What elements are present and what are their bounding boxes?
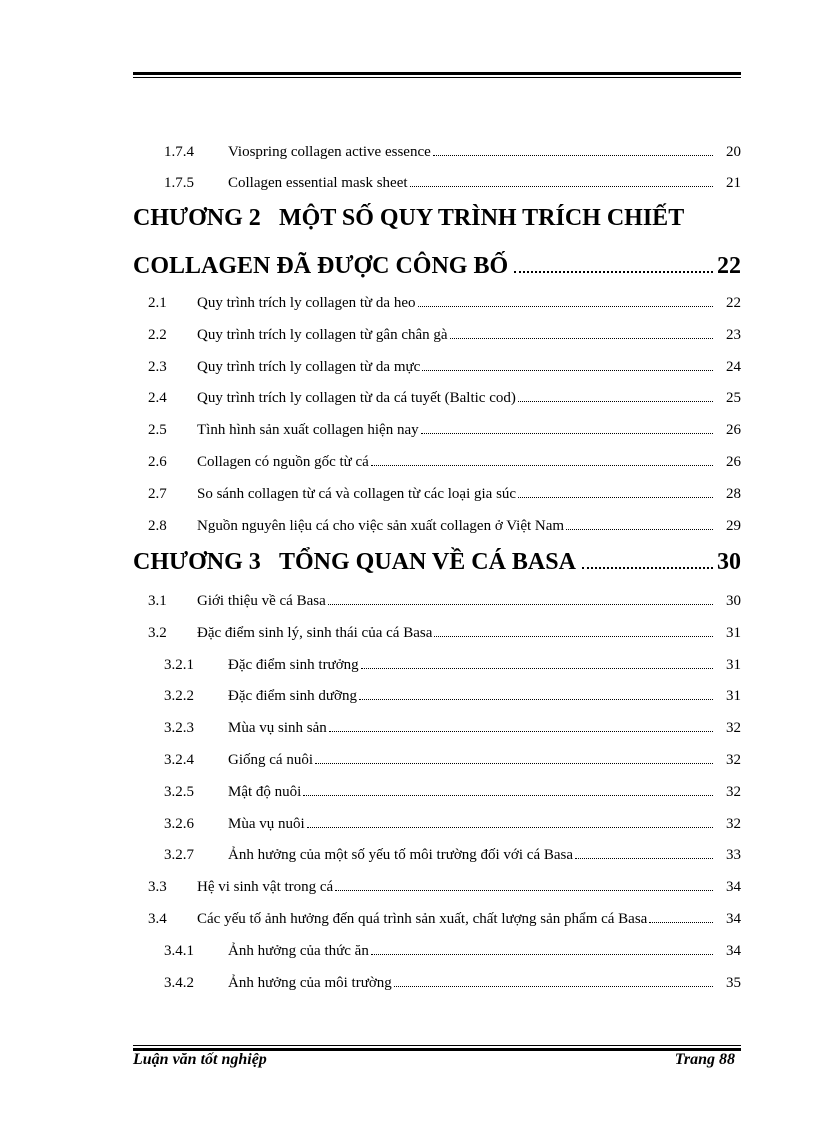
toc-entry-title: Hệ vi sinh vật trong cá [197,879,334,896]
toc-entry-number: 2.2 [148,326,167,343]
toc-entry[interactable] [133,324,741,346]
chapter-label: CHƯƠNG 3 [133,549,261,575]
footer-thesis-label: Luận văn tốt nghiệp [133,1051,267,1068]
toc-entry-page: 32 [726,752,741,768]
toc-entry-page: 33 [726,847,741,864]
toc-entry-number: 3.4 [148,911,167,927]
chapter-2-heading-line2[interactable] [133,250,741,282]
dot-leader [328,604,713,605]
toc-entry-title: Giới thiệu về cá Basa [197,593,326,609]
toc-entry-number: 3.2 [148,624,167,641]
dot-leader [566,529,713,530]
toc-entry-page: 32 [726,783,741,800]
header-rule [133,72,741,78]
toc-entry-title: Ảnh hưởng của môi trường [228,974,392,991]
toc-entry-page: 31 [726,688,741,705]
toc-entry[interactable] [133,781,741,803]
toc-entry-page: 20 [726,144,741,160]
toc-entry-page: 35 [726,974,741,991]
toc-entry-title: Mùa vụ sinh sản [228,720,327,737]
toc-entry-page: 23 [726,326,741,343]
dot-leader [303,795,713,796]
dot-leader [582,567,713,569]
dot-leader [418,306,714,307]
toc-entry-number: 2.6 [148,454,167,470]
toc-entry-number: 3.3 [148,879,167,896]
toc-entry[interactable] [133,940,741,962]
toc-entry-title: Mật độ nuôi [228,783,302,800]
toc-entry-page: 26 [726,422,741,439]
toc-entry[interactable] [133,590,741,612]
toc-entry[interactable] [133,685,741,707]
dot-leader [434,636,713,637]
chapter-2-heading[interactable] [133,202,741,234]
toc-entry[interactable] [133,451,741,473]
toc-entry-number: 3.2.4 [164,752,194,768]
dot-leader [315,763,713,764]
toc-entry-title: Viospring collagen active essence [228,144,431,160]
toc-entry-title: Đặc điểm sinh dưỡng [228,688,357,705]
dot-leader [307,827,713,828]
toc-entry-number: 2.5 [148,422,167,439]
dot-leader [433,155,713,156]
dot-leader [335,890,713,891]
dot-leader [422,370,713,371]
chapter-page: 22 [717,253,741,279]
toc-entry-number: 2.4 [148,390,167,407]
toc-entry[interactable] [133,419,741,441]
toc-entry-page: 31 [726,624,741,641]
dot-leader [394,986,713,987]
toc-entry-title: Nguồn nguyên liệu cá cho việc sản xuất collagen ở Việt Nam [197,517,565,534]
toc-entry-number: 3.4.1 [164,942,194,959]
chapter-title-line1: MỘT SỐ QUY TRÌNH TRÍCH CHIẾT [279,205,685,231]
toc-entry[interactable] [133,172,741,194]
toc-entry[interactable] [133,356,741,378]
dot-leader [518,497,713,498]
chapter-title-line2: COLLAGEN ĐÃ ĐƯỢC CÔNG BỐ [133,253,509,279]
toc-entry-title: Mùa vụ nuôi [228,815,305,832]
toc-entry-number: 3.1 [148,593,167,609]
toc-entry-page: 22 [726,295,741,311]
toc-entry-number: 3.2.5 [164,783,194,800]
toc-entry[interactable] [133,483,741,505]
toc-entry-page: 21 [726,175,741,191]
toc-entry[interactable] [133,141,741,163]
toc-entry-page: 28 [726,485,741,502]
toc-entry-number: 3.4.2 [164,974,194,991]
dot-leader [518,401,713,402]
toc-entry-number: 2.7 [148,485,167,502]
toc-entry[interactable] [133,515,741,537]
toc-entry-page: 32 [726,815,741,832]
toc-entry[interactable] [133,387,741,409]
chapter-page: 30 [717,549,741,575]
toc-entry[interactable] [133,844,741,866]
chapter-label: CHƯƠNG 2 [133,205,261,231]
toc-entry-page: 30 [726,593,741,609]
toc-entry-title: Giống cá nuôi [228,752,313,768]
toc-entry-title: Tình hình sản xuất collagen hiện nay [197,422,419,439]
toc-entry-page: 34 [726,879,741,896]
dot-leader [410,186,713,187]
toc-entry-number: 1.7.5 [164,175,194,191]
toc-entry[interactable] [133,749,741,771]
toc-entry-title: Quy trình trích ly collagen từ da cá tuyết (Baltic cod) [197,390,516,407]
toc-entry[interactable] [133,717,741,739]
footer-page-number: Trang 88 [674,1051,735,1068]
dot-leader [514,271,713,273]
dot-leader [359,699,713,700]
toc-entry-title: Các yếu tố ảnh hưởng đến quá trình sản xuất, chất lượng sản phẩm cá Basa [197,911,648,927]
toc-entry-title: Ảnh hưởng của một số yếu tố môi trường đối với cá Basa [228,847,574,864]
toc-entry-number: 3.2.1 [164,656,194,673]
toc-entry-page: 34 [726,911,741,927]
toc-entry[interactable] [133,972,741,994]
dot-leader [575,858,713,859]
toc-entry-number: 3.2.3 [164,720,194,737]
dot-leader [371,954,713,955]
toc-entry-title: Ảnh hưởng của thức ăn [228,942,369,959]
toc-entry-number: 3.2.6 [164,815,194,832]
toc-entry-page: 34 [726,942,741,959]
toc-entry[interactable] [133,622,741,644]
dot-leader [371,465,713,466]
toc-entry-title: Collagen có nguồn gốc từ cá [197,454,369,470]
toc-entry[interactable] [133,292,741,314]
dot-leader [649,922,713,923]
toc-entry-title: So sánh collagen từ cá và collagen từ các loại gia súc [197,485,517,502]
toc-entry[interactable] [133,813,741,835]
toc-entry-number: 2.1 [148,295,167,311]
toc-entry-number: 3.2.7 [164,847,194,864]
dot-leader [329,731,713,732]
toc-entry[interactable] [133,876,741,898]
dot-leader [421,433,713,434]
toc-entry-title: Quy trình trích ly collagen từ da heo [197,295,416,311]
toc-entry-page: 26 [726,454,741,470]
toc-entry-page: 24 [726,358,741,375]
dot-leader [450,338,713,339]
toc-entry-page: 31 [726,656,741,673]
toc-entry-number: 1.7.4 [164,144,194,160]
dot-leader [361,668,713,669]
chapter-title: TỔNG QUAN VỀ CÁ BASA [279,549,576,575]
chapter-3-heading[interactable] [133,546,741,578]
toc-entry-title: Đặc điểm sinh lý, sinh thái của cá Basa [197,624,433,641]
toc-entry-title: Quy trình trích ly collagen từ gân chân gà [197,326,448,343]
toc-entry-number: 2.8 [148,517,167,534]
toc-entry-number: 3.2.2 [164,688,194,705]
toc-entry-page: 32 [726,720,741,737]
toc-entry-page: 25 [726,390,741,407]
toc-entry[interactable] [133,654,741,676]
toc-entry[interactable] [133,908,741,930]
toc-entry-title: Quy trình trích ly collagen từ da mực [197,358,421,375]
toc-entry-title: Đặc điểm sinh trưởng [228,656,359,673]
toc-entry-page: 29 [726,517,741,534]
toc-entry-title: Collagen essential mask sheet [228,175,408,191]
toc-entry-number: 2.3 [148,358,167,375]
